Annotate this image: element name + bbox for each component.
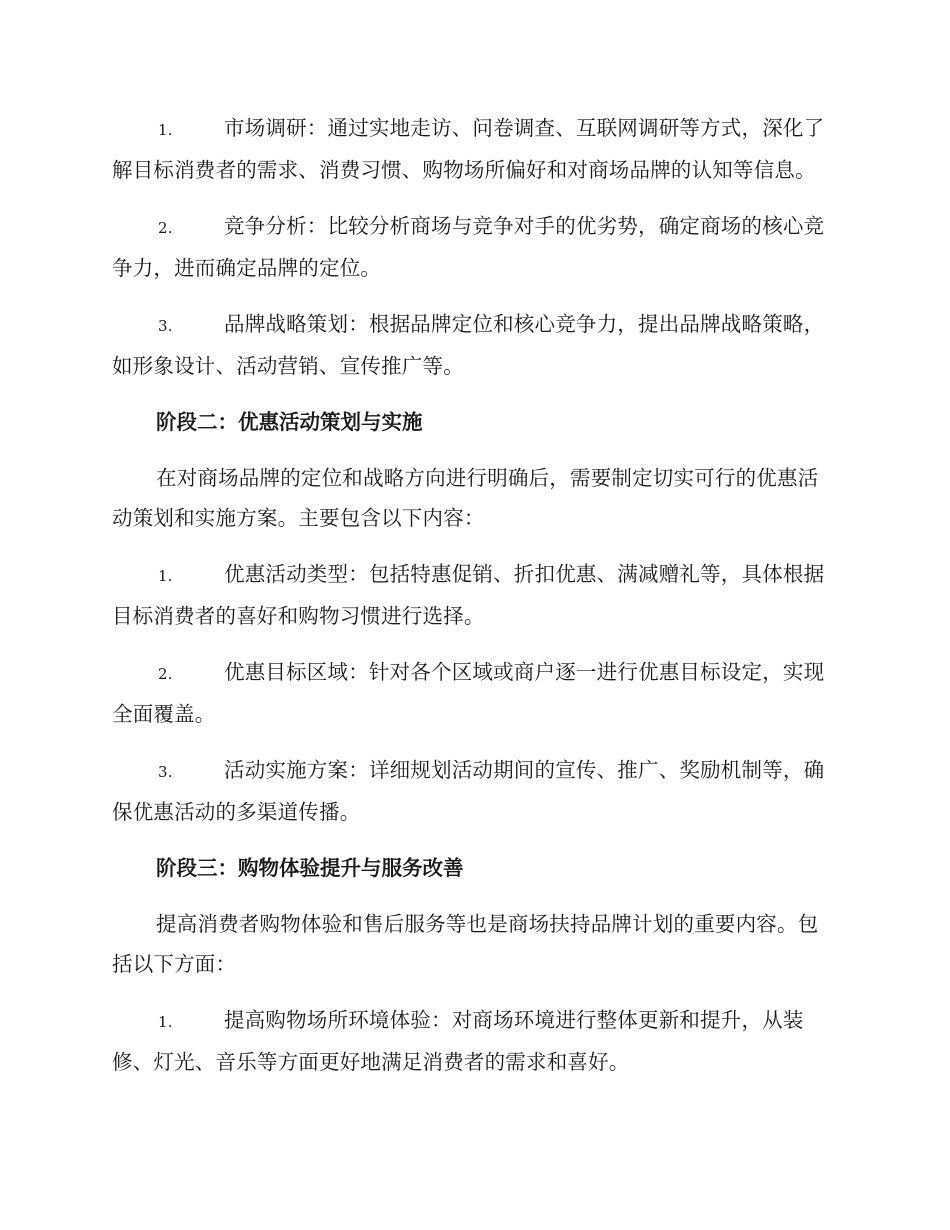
list-item-text: 活动实施方案：详细规划活动期间的宣传、推广、奖励机制等，确保优惠活动的多渠道传播。 [112, 758, 825, 824]
list-item [112, 1000, 834, 1082]
list-number: 2. [158, 665, 173, 683]
list-item [112, 652, 834, 734]
list-item [112, 108, 834, 190]
list-item [112, 206, 834, 288]
list-item [112, 554, 834, 636]
section-heading-stage2: 阶段二：优惠活动策划与实施 [156, 410, 423, 434]
list-item [112, 304, 834, 386]
list-number: 3. [158, 317, 173, 335]
list-item [112, 750, 834, 832]
list-number: 2. [158, 219, 173, 237]
list-item-text: 品牌战略策划：根据品牌定位和核心竞争力，提出品牌战略策略，如形象设计、活动营销、宣传推广等。 [112, 312, 825, 378]
document-page [112, 108, 834, 1098]
list-number: 3. [158, 763, 173, 781]
section-intro-stage2: 在对商场品牌的定位和战略方向进行明确后，需要制定切实可行的优惠活动策划和实施方案。主要包含以下内容： [112, 466, 819, 530]
list-item-text: 优惠活动类型：包括特惠促销、折扣优惠、满减赠礼等，具体根据目标消费者的喜好和购物习惯进行选择。 [112, 562, 825, 628]
list-item-text: 优惠目标区域：针对各个区域或商户逐一进行优惠目标设定，实现全面覆盖。 [112, 660, 825, 726]
list-number: 1. [158, 1013, 173, 1031]
section-heading-stage3: 阶段三：购物体验提升与服务改善 [156, 856, 464, 880]
list-number: 1. [158, 567, 173, 585]
list-number: 1. [158, 121, 173, 139]
list-item-text: 提高购物场所环境体验：对商场环境进行整体更新和提升，从装修、灯光、音乐等方面更好地满足消费者的需求和喜好。 [112, 1008, 804, 1074]
list-item-text: 市场调研：通过实地走访、问卷调查、互联网调研等方式，深化了解目标消费者的需求、消费习惯、购物场所偏好和对商场品牌的认知等信息。 [112, 116, 825, 182]
section-intro-stage3: 提高消费者购物体验和售后服务等也是商场扶持品牌计划的重要内容。包括以下方面： [112, 912, 819, 976]
list-item-text: 竞争分析：比较分析商场与竞争对手的优劣势，确定商场的核心竞争力，进而确定品牌的定位。 [112, 214, 825, 280]
